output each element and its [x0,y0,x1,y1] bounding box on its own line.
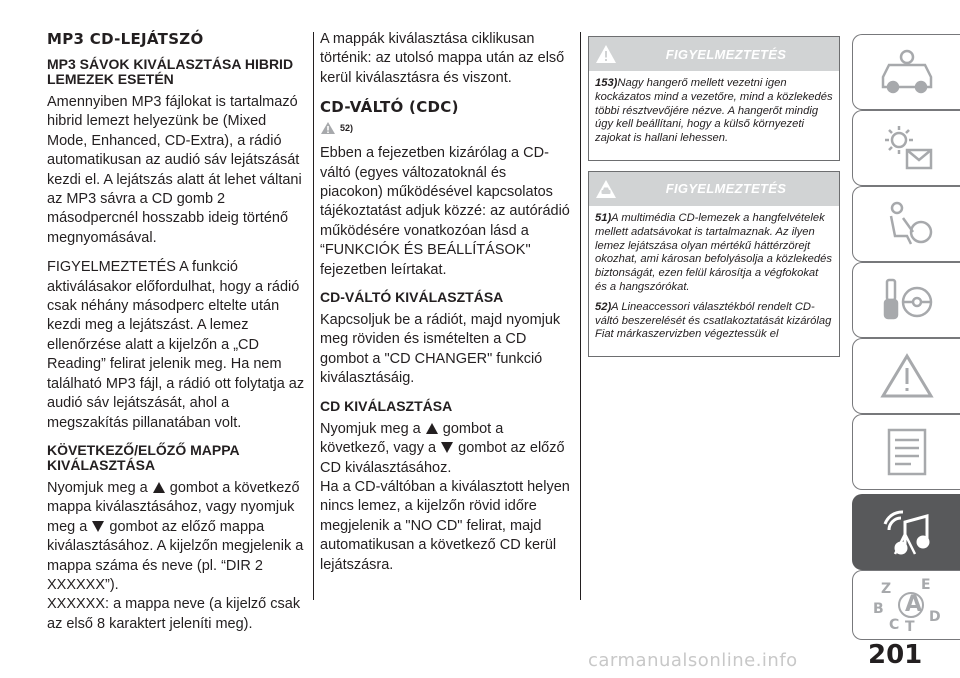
warning-header [589,172,839,206]
nav-tab-emergency[interactable] [852,338,960,414]
watermark: carmanualsonline.info [588,650,798,671]
warning-triangle-icon [320,121,336,135]
subsection-title: KÖVETKEZŐ/ELŐZŐ MAPPA KIVÁLASZTÁSA [47,441,240,473]
subsection-title: CD KIVÁLASZTÁSA [320,397,453,414]
warning-item: 153)Nagy hangerő mellett vezetni igen kockázatos mind a vezetőre, mind a közlekedés többi résztvevőjére nézve. A hangerőt mindig úgy kell beállítani, hogy a külső környezeti zajokat is hallani lehessen. [595,77,833,145]
key-steering-icon [877,274,937,326]
warning-box [588,36,840,161]
column-divider [313,32,314,600]
arrow-up-icon [426,423,438,434]
paragraph: XXXXXX: a mappa neve (a kijelző csak az első 8 karaktert jeleníti meg). [47,596,301,632]
paragraph: Nyomjuk meg a gombot a következő mappa kiválasztásához, vagy nyomjuk meg a gombot az előző mappa kiválasztásához. A kijelzőn megjelenik a mappa száma és neve (pl. “DIR 2 XXXXXX”). [47,479,304,593]
subsection-title: MP3 SÁVOK KIVÁLASZTÁSA HIBRID LEMEZEK ESETÉN [47,56,294,87]
nav-tab-multimedia[interactable] [852,494,960,570]
warning-item: 52)A Lineaccessori választékból rendelt CD-váltó beszerelését és csatlakoztatását kizárólag Fiat márkaszervizben végeztessük el [595,300,832,341]
arrow-down-icon [441,442,453,453]
specs-list-icon [877,426,937,478]
warning-body [589,71,839,160]
nav-tab-safety[interactable] [852,186,960,262]
column-middle [320,30,570,585]
index-letter: Z [880,581,891,597]
nav-tab-starting[interactable] [852,262,960,338]
page-number: 201 [868,640,923,670]
index-letters-icon [867,575,947,635]
paragraph: Ebben a fejezetben kizárólag a CD-váltó (egyes változatoknál és piacokon) működésével kapcsolatos tájékoztatást adjuk közzé: az autórádió működésére vonatkozóan lásd a “FUNKCIÓK ÉS BEÁLLÍTÁSOK" fejezetben leírtakat. [320,145,570,278]
warning-box [588,171,840,357]
index-letter: E [920,577,931,593]
arrow-up-icon [153,482,165,493]
nav-tab-maintenance[interactable] [852,414,960,490]
paragraph: Ha a CD-váltóban a kiválasztott helyen nincs lemez, a kijelzőn rövid időre megjelenik a "NO CD" felirat, majd automatikusan a következő CD kerül lejátszásra. [320,478,570,573]
index-letter: A [904,592,922,617]
warning-header [589,37,839,71]
car-warning-icon [595,179,617,199]
column-divider [580,32,581,600]
warning-triangle-icon [595,44,617,64]
section-title: MP3 CD-LEJÁTSZÓ [47,30,204,48]
paragraph: A mappák kiválasztása ciklikusan történik: az utolsó mappa után az első kerül kiválasztásra és viszont. [320,31,565,86]
warning-title: FIGYELMEZTETÉS [665,181,787,197]
column-right [588,36,840,367]
section-title: CD-VÁLTÓ (CDC) [320,98,459,117]
column-left [47,30,305,644]
warning-body [589,206,839,356]
reference-row [320,118,570,138]
warning-title: FIGYELMEZTETÉS [665,46,787,62]
index-letter: D [928,609,941,625]
paragraph: Amennyiben MP3 fájlokat is tartalmazó hibrid lemezt helyezünk be (Mixed Mode, Enhanced, CD-Extra), a rádió automatikusan az audió sáv lejátszását kezdi el. A lejátszás alatt át lehet váltani az MP3 sávra a CD gomb 2 másodpercnél hosszabb ideig történő megnyomásával. [47,94,302,246]
paragraph: Nyomjuk meg a gombot a következő, vagy a gombot az előző CD kiválasztásához. [320,420,565,476]
reference-number: 52) [340,123,354,134]
nav-tab-dashboard[interactable] [852,34,960,110]
warning-item: 51)A multimédia CD-lemezek a hangfelvételek mellett adatsávokat is tartalmaznak. Az ilyen lemez lejátszása olyan mértékű háttérzörejt okozhat, ami károsan befolyásolja a közlekedés biztonságát, ezen felül károsítja a végfokokat és a hangszórókat. [595,211,832,293]
seat-safety-icon [877,198,937,250]
index-letter: C [888,617,899,633]
index-letter: T [904,619,915,635]
paragraph: Kapcsoljuk be a rádiót, majd nyomjuk meg röviden és ismételten a CD gombot a "CD CHANGER" funkció kiválasztásáig. [320,312,561,387]
arrow-down-icon [92,521,104,532]
paragraph: FIGYELMEZTETÉS A funkció aktiválásakor előfordulhat, hogy a rádió csak néhány másodperc eltelte után kezdi meg a lejátszást. A lemez ellenőrzése alatt a kijelzőn a „CD Reading” felirat jelenik meg. Ha nem található MP3 fájl, a rádió ott folytatja az audió sáv lejátszását, ahol a megszakítás pillanatában volt. [47,259,305,431]
index-letter: B [872,601,884,617]
warning-lights-icon [877,122,937,174]
car-dashboard-icon [877,47,937,97]
nav-tab-warning-lights[interactable] [852,110,960,186]
subsection-title: CD-VÁLTÓ KIVÁLASZTÁSA [320,289,504,306]
warning-triangle-icon [877,350,937,402]
nav-tab-index[interactable] [852,570,960,640]
multimedia-icon [875,504,939,560]
